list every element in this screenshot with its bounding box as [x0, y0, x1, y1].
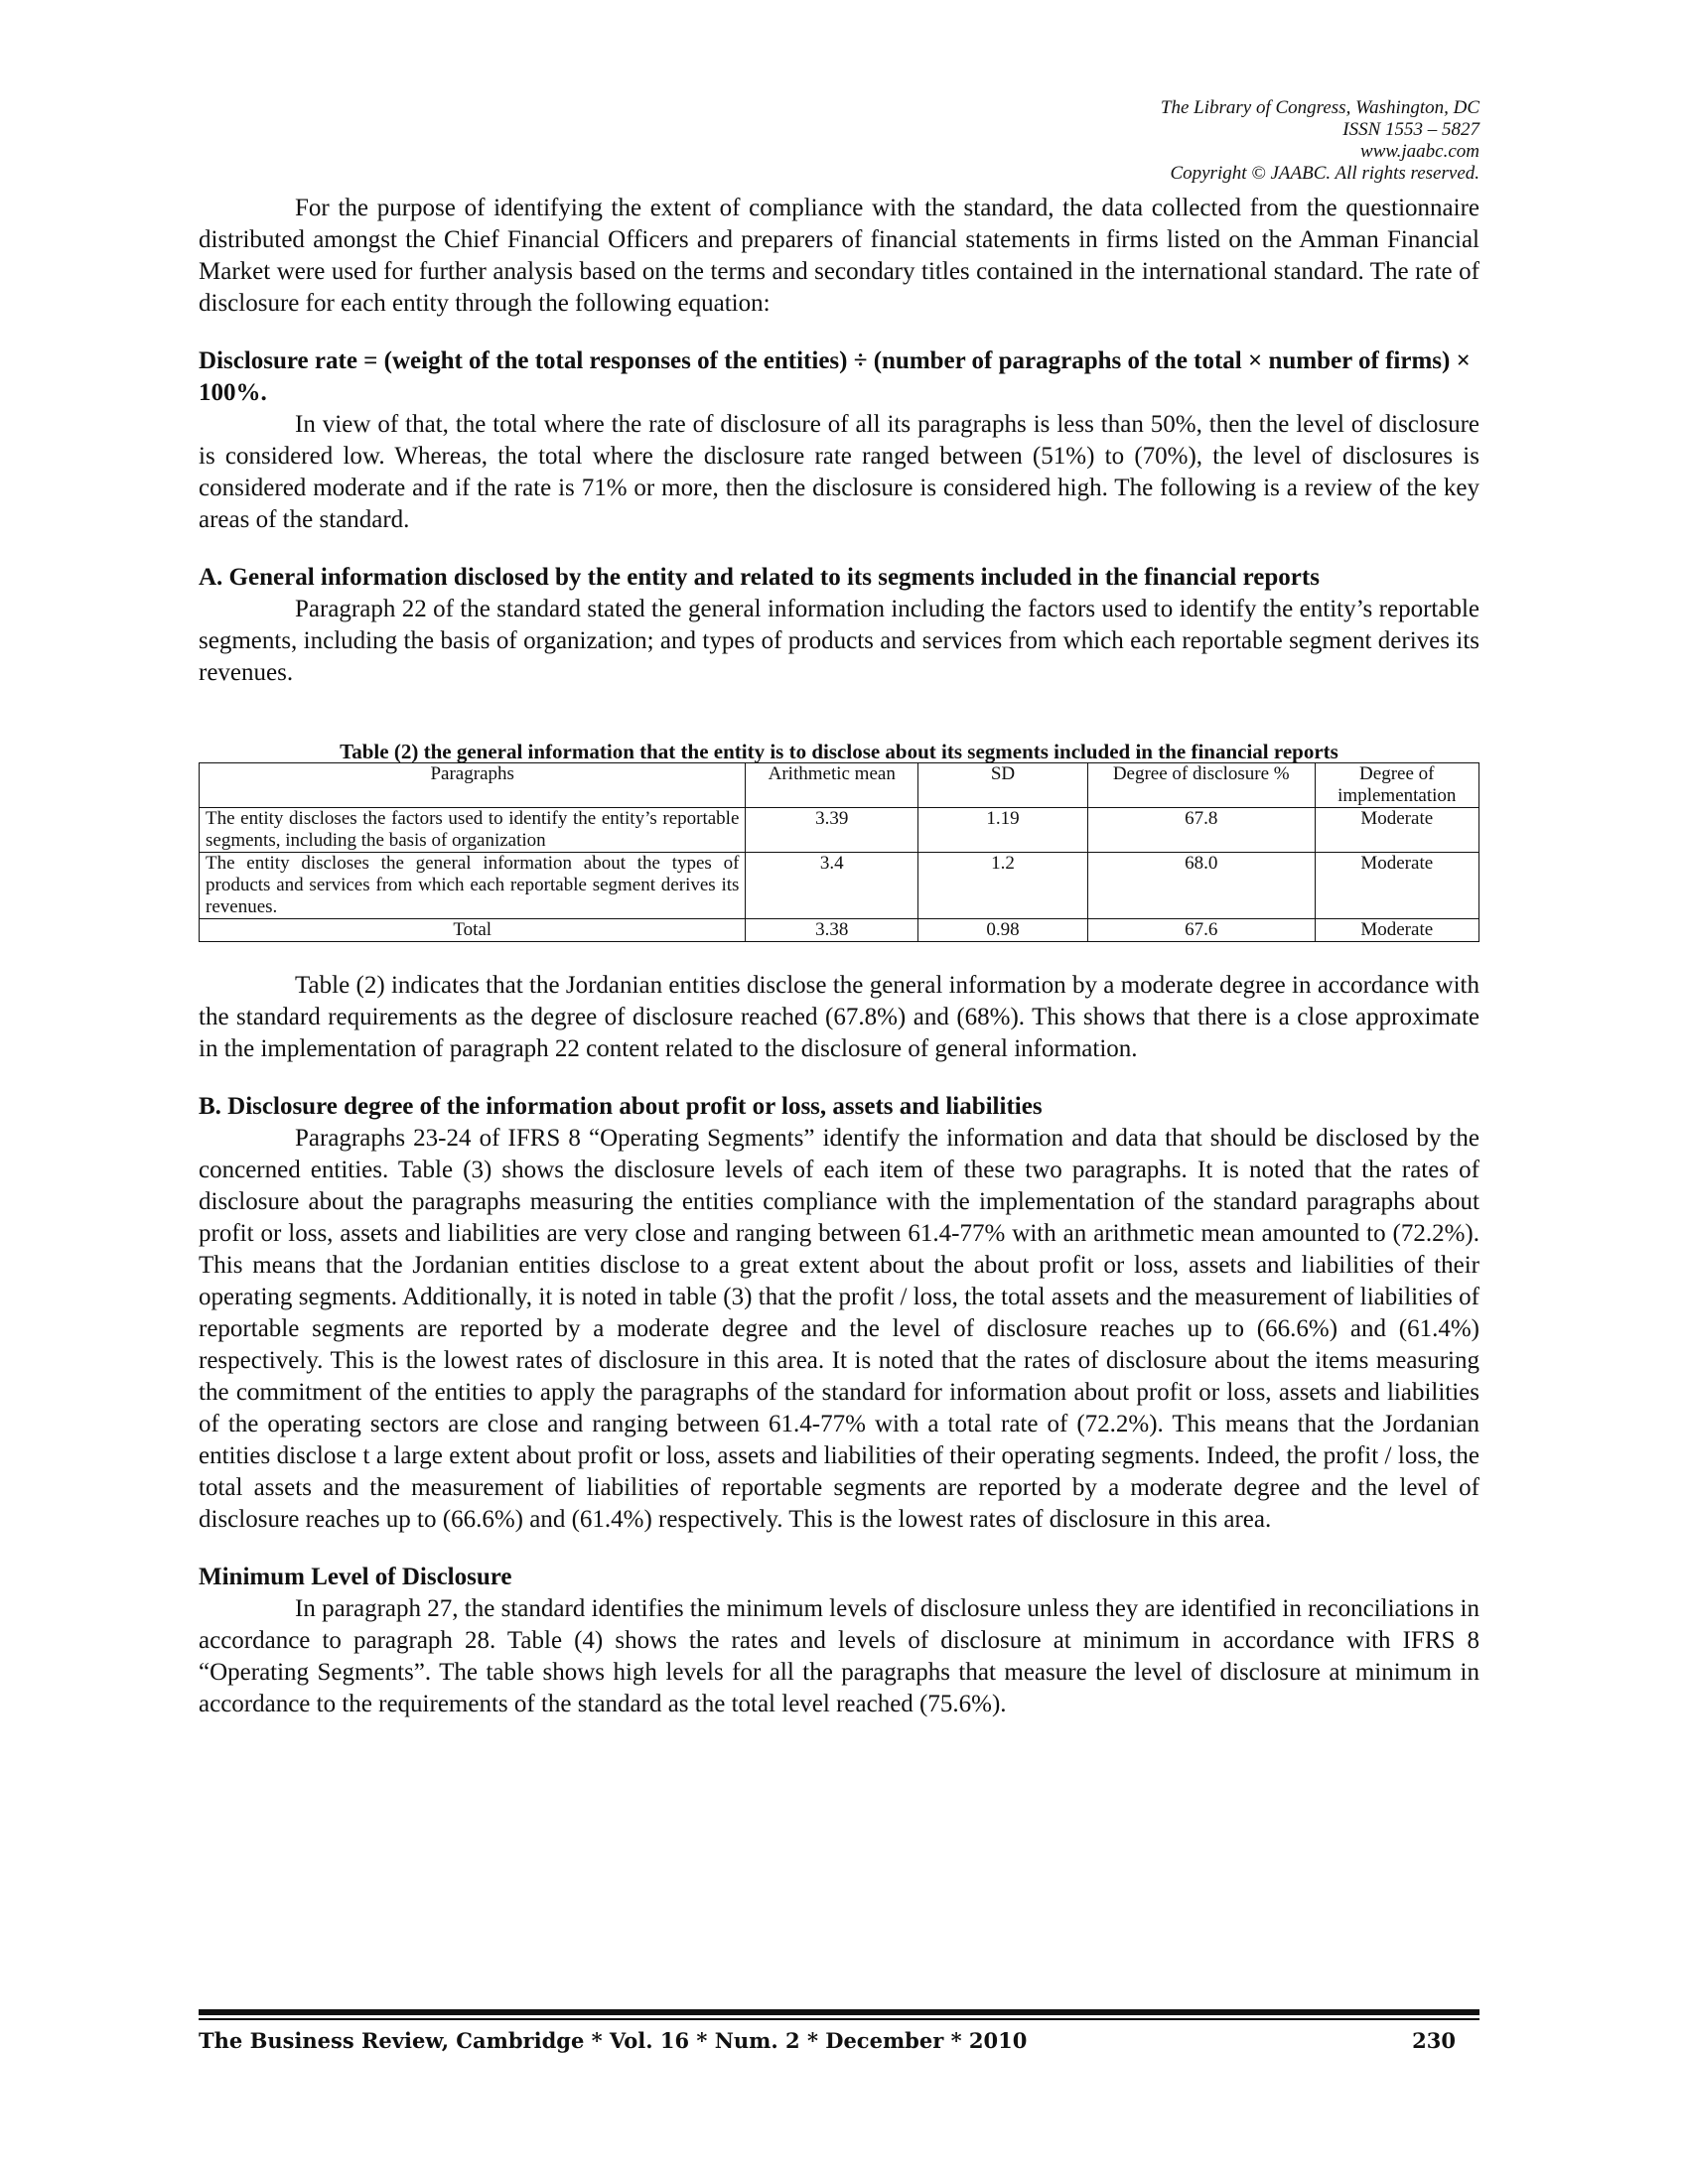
header-degree-of-disclosure: Degree of disclosure % — [1087, 763, 1315, 808]
cell-implementation: Moderate — [1315, 808, 1478, 853]
header-issn: ISSN 1553 – 5827 — [1342, 119, 1479, 140]
cell-sd: 1.2 — [918, 853, 1088, 919]
footer-rule-thin — [199, 2018, 1479, 2020]
cell-degree: 68.0 — [1087, 853, 1315, 919]
page-footer — [199, 2009, 1479, 2053]
table-row — [200, 853, 1479, 919]
paragraph-profit-loss: Paragraphs 23-24 of IFRS 8 “Operating Segments” identify the information and data that should be disclosed by the concerned entities. Table (3) shows the disclosure levels of each item of these two paragraphs. It is noted that the rates of disclosure about the paragraphs measuring the entities compliance with the implementation of the standard paragraphs about profit or loss, assets and liabilities are very close and ranging between 61.4-77% with an arithmetic mean amounted to (72.2%). This means that the Jordanian entities disclose to a great extent about the about profit or loss, assets and liabilities of their operating segments. Additionally, it is noted in table (3) that the profit / loss, the total assets and the measurement of liabilities of reportable segments are reported by a moderate degree and the level of disclosure reaches up to (66.6%) and (61.4%) respectively. This is the lowest rates of disclosure in this area. It is noted that the rates of disclosure about the items measuring the commitment of the entities to apply the paragraphs of the standard for information about profit or loss, assets and liabilities of the operating sectors are close and ranging between 61.4-77% with a total rate of (72.2%). This means that the Jordanian entities disclose t a large extent about profit or loss, assets and liabilities of their operating segments. Indeed, the profit / loss, the total assets and the measurement of liabilities of reportable segments are reported by a moderate degree and the level of disclosure reaches up to (66.6%) and (61.4%) respectively. This is the lowest rates of disclosure in this area. — [199, 1125, 1479, 1533]
table-row — [200, 808, 1479, 853]
cell-mean: 3.4 — [746, 853, 918, 919]
cell-implementation: Moderate — [1315, 853, 1478, 919]
running-header — [199, 97, 1479, 185]
cell-total-sd: 0.98 — [918, 919, 1088, 942]
table-total-row — [200, 919, 1479, 942]
header-arithmetic-mean: Arithmetic mean — [746, 763, 918, 808]
header-paragraphs: Paragraphs — [200, 763, 746, 808]
paragraph-purpose: For the purpose of identifying the extent of compliance with the standard, the data collected from the questionnaire distributed amongst the Chief Financial Officers and preparers of financial statements in firms listed on the Amman Financial Market were used for further analysis based on the terms and secondary titles contained in the international standard. The rate of disclosure for each entity through the following equation: — [199, 195, 1479, 317]
footer-journal: The Business Review, Cambridge * Vol. 16 * Num. 2 * December * 2010 — [199, 2028, 1028, 2053]
header-sd: SD — [918, 763, 1088, 808]
cell-total-implementation: Moderate — [1315, 919, 1478, 942]
cell-mean: 3.39 — [746, 808, 918, 853]
header-website: www.jaabc.com — [1360, 141, 1479, 162]
header-degree-of-implementation: Degree of implementation — [1315, 763, 1478, 808]
cell-paragraph: The entity discloses the factors used to identify the entity’s reportable segments, including the basis of organization — [200, 808, 746, 853]
paragraph-disclosure-levels: In view of that, the total where the rate of disclosure of all its paragraphs is less than 50%, then the level of disclosure is considered low. Whereas, the total where the disclosure rate ranged between (51%) to (70%), the level of disclosures is considered moderate and if the rate is 71% or more, then the disclosure is considered high. The following is a review of the key areas of the standard. — [199, 411, 1479, 533]
page-content — [199, 97, 1479, 1720]
cell-sd: 1.19 — [918, 808, 1088, 853]
cell-total-label: Total — [200, 919, 746, 942]
header-publisher: The Library of Congress, Washington, DC — [1160, 97, 1479, 118]
header-copyright: Copyright © JAABC. All rights reserved. — [1170, 163, 1479, 184]
section-heading-b: B. Disclosure degree of the information about profit or loss, assets and liabilities — [199, 1093, 1043, 1120]
cell-paragraph: The entity discloses the general information about the types of products and services from which each reportable segment derives its revenues. — [200, 853, 746, 919]
cell-total-mean: 3.38 — [746, 919, 918, 942]
footer-row — [199, 2028, 1479, 2053]
section-heading-a: A. General information disclosed by the entity and related to its segments included in the financial reports — [199, 564, 1320, 591]
disclosure-rate-equation: Disclosure rate = (weight of the total responses of the entities) ÷ (number of paragraphs of the total × number of firms) × 100%. — [199, 347, 1471, 406]
cell-total-degree: 67.6 — [1087, 919, 1315, 942]
paragraph-minimum-level: In paragraph 27, the standard identifies the minimum levels of disclosure unless they are identified in reconciliations in accordance to paragraph 28. Table (4) shows the rates and levels of disclosure at minimum in accordance with IFRS 8 “Operating Segments”. The table shows high levels for all the paragraphs that measure the level of disclosure at minimum in accordance to the requirements of the standard as the total level reached (75.6%). — [199, 1595, 1479, 1717]
section-heading-minimum: Minimum Level of Disclosure — [199, 1564, 512, 1590]
footer-rule-thick — [199, 2009, 1479, 2015]
table-title: Table (2) the general information that the entity is to disclose about its segments included in the financial reports — [340, 740, 1338, 763]
disclosure-table — [199, 762, 1479, 942]
page-number: 230 — [1412, 2028, 1456, 2053]
paragraph-general-information: Paragraph 22 of the standard stated the general information including the factors used to identify the entity’s reportable segments, including the basis of organization; and types of products and services from which each reportable segment derives its revenues. — [199, 596, 1479, 686]
cell-degree: 67.8 — [1087, 808, 1315, 853]
paragraph-table-discussion: Table (2) indicates that the Jordanian entities disclose the general information by a moderate degree in accordance with the standard requirements as the degree of disclosure reached (67.8%) and (68%). This shows that there is a close approximate in the implementation of paragraph 22 content related to the disclosure of general information. — [199, 972, 1479, 1062]
table-header-row — [200, 763, 1479, 808]
